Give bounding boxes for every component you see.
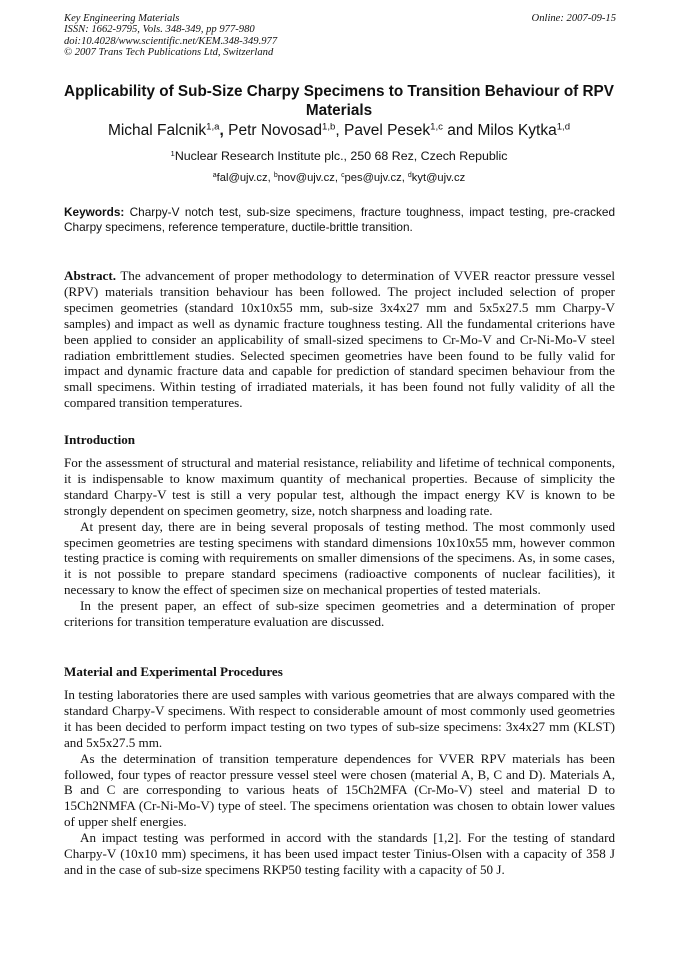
author-separator: , bbox=[219, 122, 229, 139]
author-affil-mark: 1,d bbox=[556, 121, 571, 133]
author-separator: , bbox=[335, 122, 344, 139]
email-mark: a bbox=[212, 172, 217, 180]
paper-title: Applicability of Sub-Size Charpy Specimens to Transition Behaviour of RPV Materials bbox=[64, 83, 614, 119]
email-address[interactable]: fal@ujv.cz bbox=[216, 172, 268, 184]
affiliation-mark: 1 bbox=[170, 148, 175, 158]
copyright-line: © 2007 Trans Tech Publications Ltd, Switzerland bbox=[64, 46, 274, 58]
email-address[interactable]: kyt@ujv.cz bbox=[411, 172, 466, 184]
journal-name: Key Engineering Materials bbox=[64, 13, 180, 24]
abstract-block bbox=[64, 268, 615, 411]
email-mark: d bbox=[407, 172, 412, 180]
doi-line: doi:10.4028/www.scientific.net/KEM.348-349.977 bbox=[64, 35, 278, 47]
section-heading: Introduction bbox=[64, 432, 136, 447]
affiliation-text: Nuclear Research Institute plc., 250 68 Rez, Czech Republic bbox=[174, 149, 508, 163]
abstract-label: Abstract. bbox=[64, 268, 116, 283]
paragraph: An impact testing was performed in accord with the standards [1,2]. For the testing of standard Charpy-V (10x10 mm) specimens, it has been used impact tester Tinius-Olsen with a capacity of 358 J and in the case of sub-size specimens RKP50 testing facility with a capacity of 50 J. bbox=[64, 830, 615, 877]
paragraph: In testing laboratories there are used samples with various geometries that are always compared with the standard Charpy-V specimens. With respect to considerable amount of most commonly used geometries it has been decided to perform impact testing on two types of sub-size specimens: 3x4x27 mm (KLST) and 5x5x27.5 mm. bbox=[64, 687, 615, 750]
email-mark: b bbox=[273, 172, 278, 180]
author-name: Milos Kytka bbox=[477, 122, 557, 139]
journal-header bbox=[64, 13, 616, 58]
section-heading: Material and Experimental Procedures bbox=[64, 664, 283, 679]
affiliation bbox=[60, 149, 618, 164]
author-name: Petr Novosad bbox=[228, 122, 323, 139]
keywords-text: Charpy-V notch test, sub-size specimens, fracture toughness, impact testing, pre-cracked Charpy specimens, reference temperature, ductile-brittle transition. bbox=[64, 205, 616, 235]
email-mark: c bbox=[341, 172, 345, 180]
keywords-block bbox=[64, 205, 615, 236]
author-separator: and bbox=[442, 122, 478, 139]
paragraph: For the assessment of structural and material resistance, reliability and lifetime of technical components, it is indispensable to know maximum quantity of mechanical properties. Because of simplicity the standard Charpy-V test is still a very popular test, although the impact energy KV is known to be strongly dependent on specimen geometry, size, notch sharpness and loading rate. bbox=[64, 455, 615, 518]
introduction-body bbox=[64, 455, 615, 630]
author-affil-mark: 1,c bbox=[430, 121, 443, 133]
email-address[interactable]: pes@ujv.cz bbox=[344, 172, 402, 184]
author-name: Pavel Pesek bbox=[344, 122, 431, 139]
issn-line: ISSN: 1662-9795, Vols. 348-349, pp 977-980 bbox=[64, 24, 255, 36]
paragraph: As the determination of transition temperature dependences for VVER RPV materials has been followed, four types of reactor pressure vessel steel were chosen (material A, B, C and D). Materials A, B and C are corresponding to various heats of 15Ch2MFA (Cr-Mo-V) steel and material D to 15Ch2NMFA (Cr-Ni-Mo-V) type of steel. The specimens orientation was chosen to obtain lower values of upper shelf energies. bbox=[64, 750, 615, 830]
paragraph: At present day, there are in being several proposals of testing method. The most commonly used specimen geometries are testing specimens with standard dimensions 10x10x55 mm, however common testing practice is coming with requirements on smaller dimensions of the specimens. As, in some cases, it is not possible to prepare standard specimens (radioactive components of nuclear facilities), it necessary to know the effect of specimen size on mechanical properties of tested materials. bbox=[64, 518, 615, 598]
author-affil-mark: 1,b bbox=[322, 121, 336, 133]
materials-body bbox=[64, 687, 615, 878]
email-address[interactable]: nov@ujv.cz bbox=[277, 172, 335, 184]
paragraph: In the present paper, an effect of sub-size specimen geometries and a determination of proper criterions for transition temperature evaluation are discussed. bbox=[64, 598, 615, 630]
author-list bbox=[60, 121, 618, 141]
online-date: Online: 2007-09-15 bbox=[531, 13, 616, 24]
author-affil-mark: 1,a bbox=[206, 121, 220, 133]
keywords-label: Keywords: bbox=[64, 205, 125, 219]
author-name: Michal Falcnik bbox=[107, 122, 207, 139]
abstract-text: The advancement of proper methodology to determination of VVER reactor pressure vessel (RPV) materials transition behaviour has been followed. The project included selection of proper specimen geometries (standard 10x10x55 mm, sub-size 3x4x27 mm and 5x5x27.5 mm Charpy-V samples) and impact as well as dynamic fracture toughness testing. All the fundamental criterions have been applied to consider an applicability of small-sized specimens to Cr-Mo-V and Cr-Ni-Mo-V steel radiation embrittlement studies. Selected specimen geometries have been found to be fully valid for impact and dynamic fracture data and capable for prediction of standard specimen behaviour from the small specimens. Within testing of irradiated materials, it has been found not fully validity of all the compared transition temperatures. bbox=[64, 268, 615, 411]
email-list: $^a$fal@ujv.cz, $^b$nov@ujv.cz, $^c$pes@ujv.cz, $^d$kyt@ujv.cz bbox=[212, 172, 466, 184]
